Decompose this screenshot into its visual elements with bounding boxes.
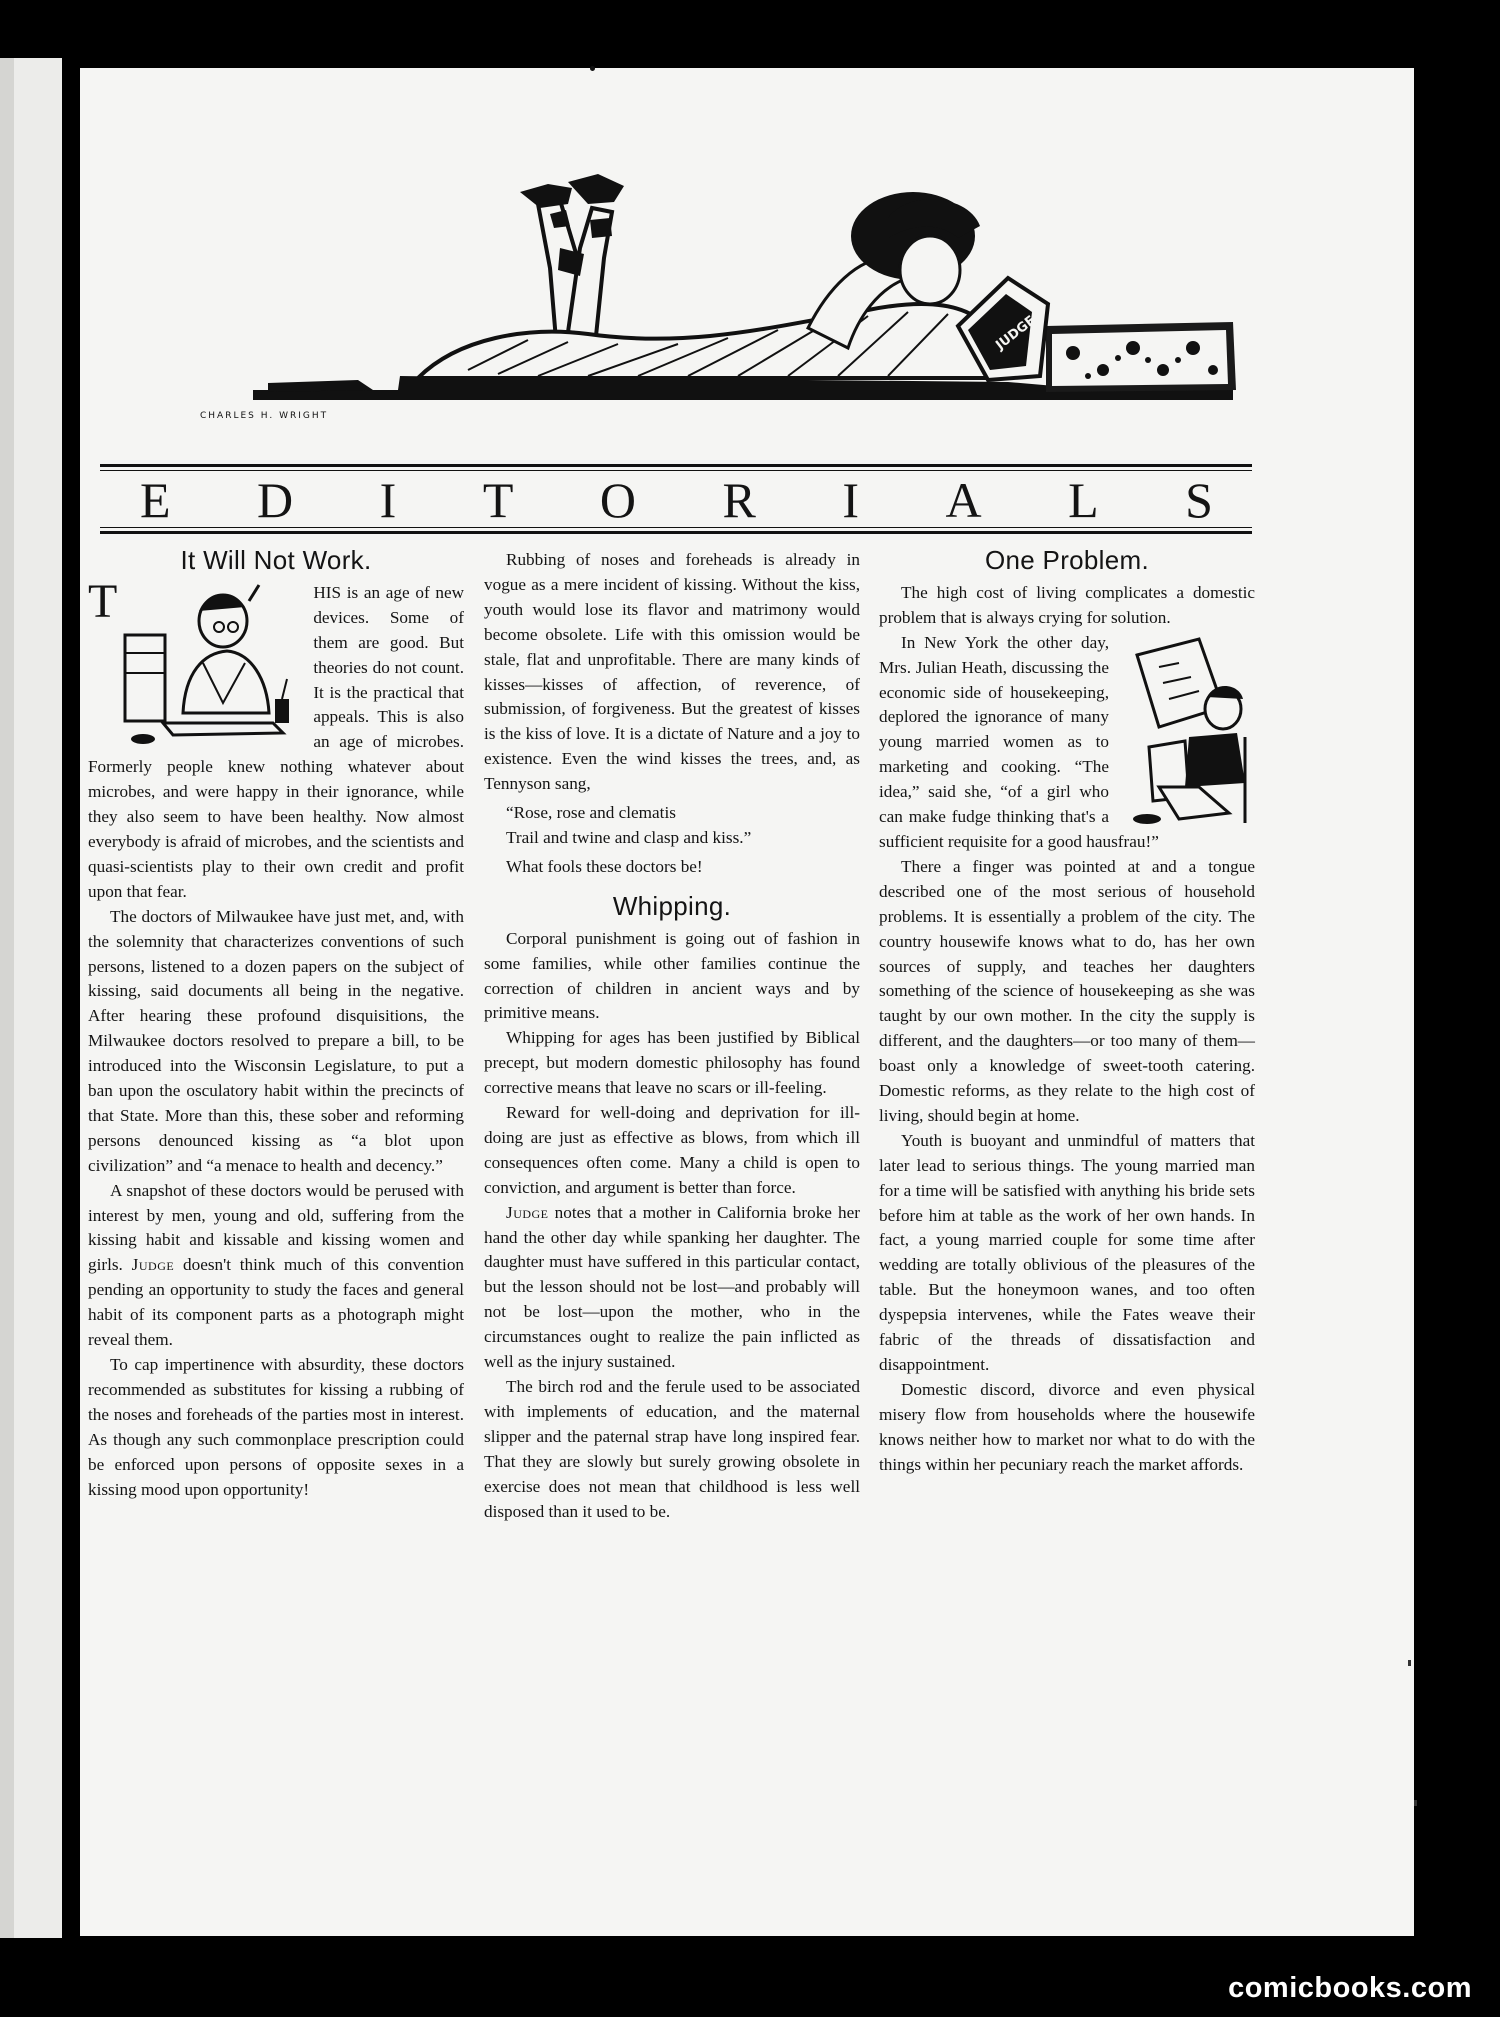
editorial-title-one-problem: One Problem.: [984, 545, 1149, 575]
column-1: [88, 545, 465, 1502]
masthead-letter: I: [379, 472, 399, 528]
site-watermark: comicbooks.com: [1228, 1972, 1472, 2004]
editorial-paragraph: Judge notes that a mother in California broke her hand the other day while spanking her daughter. The daughter must have suffered in this particular contact, but the lesson should not be lost—and probably will not be lost—upon the mother, who in the circumstances ought to realize the pain inflicted as well as the injury sustained.: [484, 1202, 860, 1372]
editorials-masthead: [110, 470, 1245, 530]
masthead-letter: T: [482, 472, 516, 528]
editorial-paragraph: In New York the other day, Mrs. Julian Heath, discussing the economic side of housekeeping, deplored the ignorance of many young married women as to marketing and cooking. “The idea,” said she, “of a girl who can make fudge thinking that's a sufficient requisite for a good hausfrau!”: [879, 631, 1255, 855]
editorial-paragraph: Youth is buoyant and unmindful of matters that later lead to serious things. The young married man for a time will be satisfied with anything his bride sets before him at table as the work of her own hands. In fact, a young married couple for some time after wedding are totally oblivious of the pleasures of the table. But the honeymoon wanes, and too often dyspepsia intervenes, while the Fates weave their fabric of the threads of dissatisfaction and disappointment.: [879, 1130, 1255, 1374]
editorial-paragraph: The birch rod and the ferule used to be associated with implements of education, and the maternal slipper and the paternal strap have long inspired fear. That they are slowly but surely growing obsolete in exercise does not mean that childhood is less well disposed than it used to be.: [484, 1377, 860, 1521]
editorial-title-it-will-not-work: It Will Not Work.: [180, 545, 372, 575]
column-3: [879, 545, 1255, 1478]
drop-cap: T: [88, 574, 118, 628]
editorial-paragraph: Rubbing of noses and foreheads is already in vogue as a mere incident of kissing. Without the kiss, youth would lose its flavor and matrimony would become obsolete. Life with this omission would be stale, flat and unprofitable. There are many kinds of kisses—kisses of affection, of reverence, of submission, of forgiveness. But the greatest of kisses is the kiss of love. It is a dictate of Nature and a joy to existence. Even the wind kisses the trees, and, as Tennyson sang,: [484, 550, 860, 794]
masthead-letter: R: [722, 472, 758, 528]
editorial-paragraph: There a finger was pointed at and a tongue described one of the most serious of household problems. It is essentially a problem of the city. The country housewife knows what to do, has her own sources of supply, and teaches her daughters something of the science of housekeeping as she was taught by our own mother. In the city the supply is different, and the daughters—or too many of them—boast only a knowledge of sweet-tooth catering. Domestic reforms, as they relate to the high cost of living, should begin at home.: [879, 856, 1255, 1125]
masthead-letter: I: [842, 472, 861, 528]
masthead-rule-top: [100, 464, 1252, 467]
masthead-letter: E: [140, 472, 173, 528]
ink-speck: [590, 66, 595, 71]
editorial-paragraph: Reward for well-doing and deprivation for ill-doing are just as effective as blows, from which ill consequences often come. Many a child is open to conviction, and argument is better than force.: [484, 1103, 860, 1197]
cushion-icon: [1046, 322, 1236, 392]
editorial-title-whipping: Whipping.: [612, 890, 732, 921]
reading-woman-illustration: [168, 108, 1243, 468]
editorial-paragraph: The high cost of living complicates a domestic problem that is always crying for solution.: [879, 582, 1255, 627]
masthead-rule-bottom: [100, 531, 1252, 534]
editorial-paragraph: T HIS is an age of new devices. Some of them are good. But theories do not count. It is the practical that appeals. This is also an age of microbes. Formerly people knew nothing whatever about microbes, and were happy in their ignorance, while they also seem to have been healthy. Now almost everybody is afraid of microbes, and the scientists and quasi-scientists play to their own credit and profit upon that fear.: [88, 574, 464, 901]
editorial-paragraph: Corporal punishment is going out of fashion in some families, while other families continue the correction of children in ancient ways and by primitive means.: [484, 928, 860, 1023]
editorial-paragraph: A snapshot of these doctors would be perused with interest by men, young and old, suffering from the kissing habit and kissable and kissing women and girls. Judge doesn't think much of this convention pending an opportunity to study the faces and general habit of its component parts as a photograph might reveal them.: [88, 1180, 465, 1350]
poem-quote: “Rose, rose and clematis Trail and twine and clasp and kiss.”: [506, 803, 752, 847]
masthead-letter: S: [1185, 472, 1215, 528]
editorial-paragraph: To cap impertinence with absurdity, these doctors recommended as substitutes for kissing a rubbing of the noses and foreheads of the parties most in interest. As though any such commonplace prescription could be enforced upon persons of opposite sexes in a kissing mood upon opportunity!: [88, 1355, 464, 1499]
masthead-letter: L: [1068, 472, 1101, 528]
masthead-letter: O: [599, 472, 638, 528]
column-2: [484, 548, 860, 1524]
writing-man-illustration: [123, 583, 303, 749]
editorial-paragraph: Domestic discord, divorce and even physical misery flow from households where the housewife knows neither how to market nor what to do with the things within her pecuniary reach the market affords.: [879, 1379, 1255, 1474]
newspaper-reader-illustration: [1119, 637, 1255, 827]
magazine-cover-label: JUDGE: [993, 313, 1039, 354]
editorial-paragraph: Whipping for ages has been justified by Biblical precept, but modern domestic philosophy has found corrective means that leave no scars or ill-feeling.: [484, 1028, 860, 1098]
editorial-paragraph: The doctors of Milwaukee have just met, and, with the solemnity that characterizes conventions of such persons, listened to a dozen papers on the subject of kissing, said documents all being in the negative. After hearing these profound disquisitions, the Milwaukee doctors resolved to prepare a bill, to be introduced into the Wisconsin Legislature, to put a ban upon the osculatory habit within the precincts of that State. More than this, these sober and reforming persons denounced kissing as “a blot upon civilization” and “a menace to health and decency.”: [88, 906, 464, 1175]
editorial-paragraph: What fools these doctors be!: [506, 856, 703, 876]
artist-signature: CHARLES H. WRIGHT: [200, 411, 329, 421]
masthead-letter: A: [945, 472, 984, 528]
masthead-letter: D: [257, 472, 296, 528]
binding-shadow: [0, 58, 14, 1938]
